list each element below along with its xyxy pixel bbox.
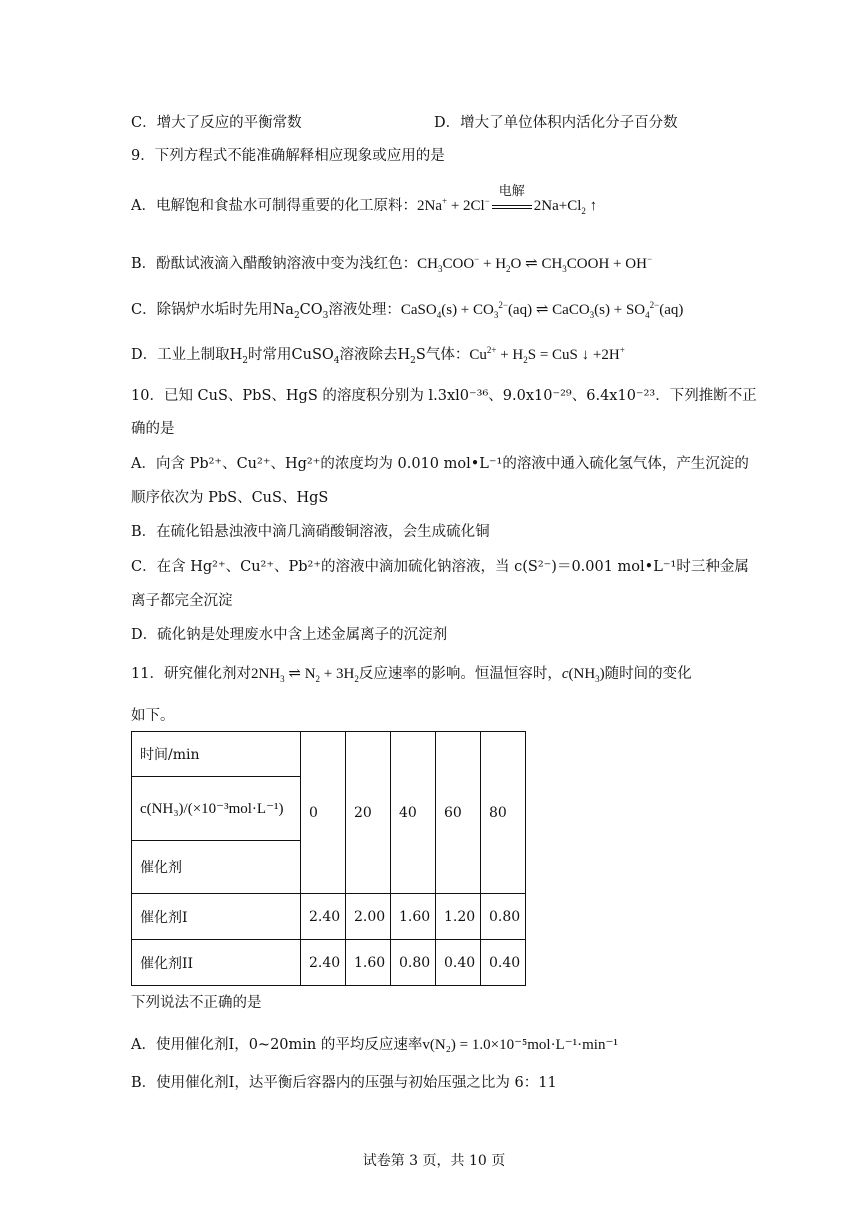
- q9-option-c: C．除锅炉水垢时先用$Na_2CO_3$溶液处理：CaSO$_4$(s) + $CO_3^{2-}(aq)$ ⇌ CaCO$_3$(s) + $SO_4^{2-}(aq)$: [131, 300, 684, 321]
- q10-option-c-cont: 离子都完全沉淀: [131, 593, 233, 609]
- q11-conc-symbol: $c(NH_3)$: [561, 666, 605, 684]
- q10-stem: 10．已知 CuS、PbS、HgS 的溶度积分别为 l.3xl0⁻³⁶、9.0x10⁻²⁹、6.4x10⁻²³．下列推断不正: [131, 388, 757, 404]
- table-row: [132, 940, 526, 986]
- q9-option-d: D．工业上制取$H_2$时常用CuSO$_4$溶液除去$H_2S$气体：$Cu^{2+} + H_2S$ = CuS ↓ +2H+: [131, 345, 625, 366]
- q9-stem: 9．下列方程式不能准确解释相应现象或应用的是: [131, 148, 445, 164]
- q10-option-a-cont: 顺序依次为 PbS、CuS、HgS: [131, 490, 329, 506]
- q9-c-text: C．除锅炉水垢时先用Na: [131, 302, 294, 318]
- option-8c: C．增大了反应的平衡常数: [131, 115, 302, 131]
- time-cell: 0: [301, 732, 346, 894]
- header-concentration: c(NH₃)/(×10⁻³mol·L⁻¹): [132, 777, 301, 841]
- q10-option-c: C．在含 Hg²⁺、Cu²⁺、Pb²⁺的溶液中滴加硫化钠溶液，当 c(S²⁻)＝0.001 mol•L⁻¹时三种金属: [131, 559, 749, 575]
- q9-d-text: D．工业上制取H: [131, 347, 243, 363]
- q11-option-a: [131, 1035, 618, 1055]
- q9-a-equation: 2Na+ + 2Cl− 电解 $2Na+Cl_2$ ↑: [416, 183, 598, 216]
- time-cell: 40: [391, 732, 436, 894]
- q11-prompt: 下列说法不正确的是: [131, 995, 262, 1011]
- q11-stem: [131, 664, 692, 684]
- header-time: 时间/min: [132, 732, 301, 777]
- value-cell: 2.40: [301, 940, 346, 986]
- q10-stem-cont: 确的是: [131, 421, 175, 437]
- value-cell: 1.60: [346, 940, 391, 986]
- q10-option-a: A．向含 Pb²⁺、Cu²⁺、Hg²⁺的浓度均为 0.010 mol•L⁻¹的溶液中通入硫化氢气体，产生沉淀的: [131, 456, 749, 472]
- header-catalyst: 催化剂: [132, 841, 301, 894]
- time-cell: 20: [346, 732, 391, 894]
- q11-a-equation: v(N₂) = 1.0×10⁻⁵mol·L⁻¹·min⁻¹: [422, 1037, 618, 1053]
- q10-option-d: D．硫化钠是处理废水中含上述金属离子的沉淀剂: [131, 627, 448, 643]
- value-cell: 0.80: [391, 940, 436, 986]
- q9-b-text: B．酚酞试液滴入醋酸钠溶液中变为浅红色：: [131, 256, 418, 272]
- q11-stem-c: 随时间的变化: [604, 666, 692, 682]
- q9-option-a: [131, 183, 598, 216]
- q9-a-text: A．电解饱和食盐水可制得重要的化工原料：: [131, 198, 417, 214]
- q9-option-b: [131, 254, 652, 274]
- value-cell: 1.60: [391, 894, 436, 940]
- q11-stem-a: 11．研究催化剂对: [131, 666, 251, 682]
- q10-option-b: B．在硫化铅悬浊液中滴几滴硝酸铜溶液，会生成硫化铜: [131, 524, 490, 540]
- q11-option-b: B．使用催化剂I，达平衡后容器内的压强与初始压强之比为 6：11: [131, 1075, 557, 1091]
- option-8d: D．增大了单位体积内活化分子百分数: [434, 115, 678, 131]
- q11-a-text: A．使用催化剂I，0~20min 的平均反应速率: [131, 1037, 423, 1053]
- q11-reaction: $2NH_3$ ⇌ $N_2 + 3H_2$: [250, 666, 359, 684]
- value-cell: 2.40: [301, 894, 346, 940]
- value-cell: 1.20: [436, 894, 481, 940]
- value-cell: 0.80: [481, 894, 526, 940]
- time-cell: 80: [481, 732, 526, 894]
- value-cell: 0.40: [436, 940, 481, 986]
- q9-b-equation: $CH_3COO^- + H_2O$ ⇌ $CH_3COOH + OH^-$: [417, 254, 653, 274]
- q9-c-equation: CaSO$_4$(s) + $CO_3^{2-}(aq)$ ⇌ CaCO$_3$(s) + $SO_4^{2-}(aq)$: [400, 300, 684, 320]
- electrolysis-condition: 电解: [498, 183, 525, 198]
- q9-d-equation: $Cu^{2+} + H_2S$ = CuS ↓ +2H+: [469, 345, 625, 365]
- time-cell: 60: [436, 732, 481, 894]
- rate-table: [131, 731, 526, 986]
- row-label: 催化剂II: [132, 940, 301, 986]
- q11-stem-cont: 如下。: [131, 708, 175, 724]
- page-footer: 试卷第 3 页，共 10 页: [362, 1153, 506, 1169]
- value-cell: 0.40: [481, 940, 526, 986]
- row-label: 催化剂I: [132, 894, 301, 940]
- value-cell: 2.00: [346, 894, 391, 940]
- table-row: [132, 894, 526, 940]
- q11-stem-b: 反应速率的影响。恒温恒容时，: [358, 666, 562, 682]
